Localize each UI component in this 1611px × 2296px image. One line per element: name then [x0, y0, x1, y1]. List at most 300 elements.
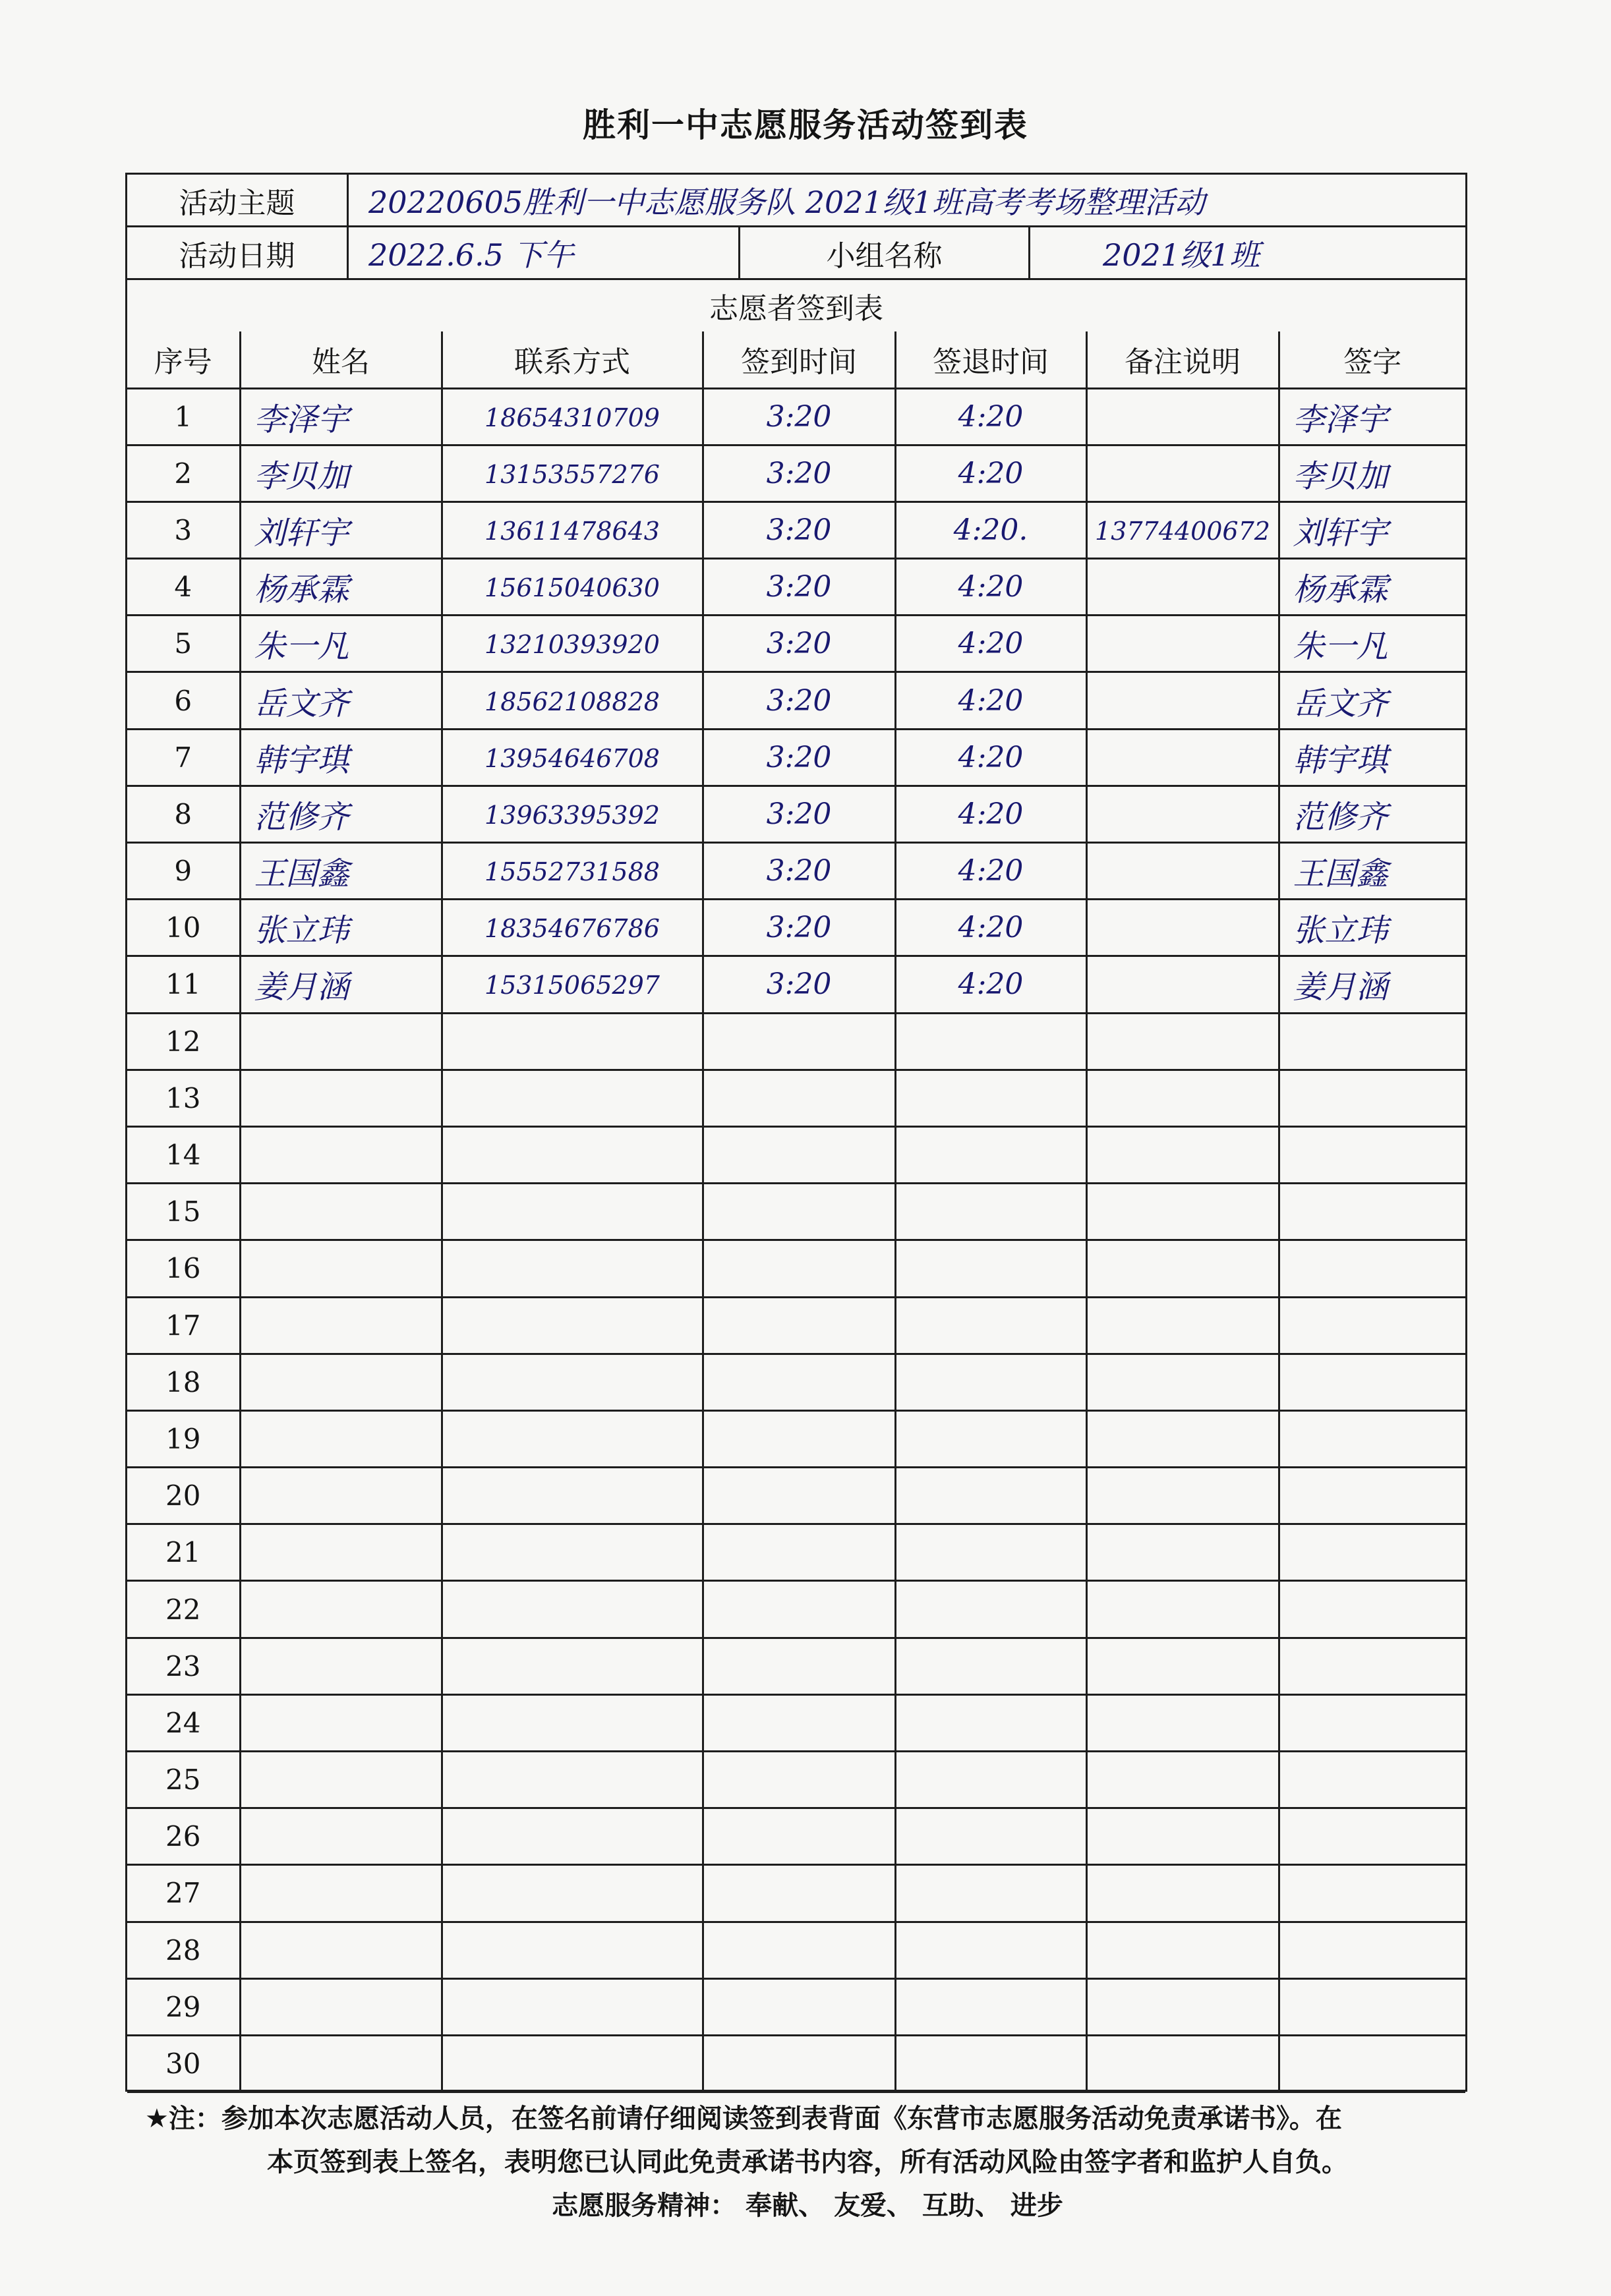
note-text-cell	[1086, 729, 1279, 786]
signout-time-cell	[895, 1524, 1086, 1581]
table-row	[127, 1752, 1465, 1808]
signout-time-cell	[895, 900, 1086, 956]
page-title: 胜利一中志愿服务活动签到表	[583, 106, 1028, 144]
signout-time-cell	[895, 445, 1086, 502]
signout-time-cell	[895, 616, 1086, 672]
row-number-cell: 19	[127, 1410, 240, 1467]
volunteer-name: 王国鑫	[254, 855, 349, 893]
signature-cell	[1279, 445, 1465, 502]
volunteer-name: 朱一凡	[254, 628, 349, 666]
note-text-cell	[1086, 1865, 1279, 1922]
signout-time-cell	[895, 843, 1086, 900]
table-row	[127, 1184, 1465, 1240]
volunteer-name: 岳文齐	[254, 685, 349, 722]
volunteer-name: 姜月涵	[254, 969, 349, 1006]
volunteer-name: 杨承霖	[254, 571, 349, 609]
volunteer-name: 韩宇琪	[254, 741, 349, 779]
volunteer-name-cell	[240, 559, 442, 616]
note-text-cell	[1086, 1808, 1279, 1865]
signout-time-cell	[895, 729, 1086, 786]
volunteer-name-cell	[240, 502, 442, 558]
table-row	[127, 2035, 1465, 2092]
row-number-cell: 4	[127, 559, 240, 616]
signin-time-cell	[703, 843, 895, 900]
theme-value: 20220605胜利一中志愿服务队 2021级1班高考考场整理活动	[368, 184, 1206, 220]
volunteer-name-cell	[240, 729, 442, 786]
table-row	[127, 1468, 1465, 1524]
table-row	[127, 843, 1465, 900]
row-number-cell: 30	[127, 2035, 240, 2092]
signin-time-cell	[703, 1581, 895, 1638]
signature-cell	[1279, 786, 1465, 842]
signout-time-cell	[895, 956, 1086, 1013]
note-text-cell	[1086, 445, 1279, 502]
row-number-cell: 20	[127, 1468, 240, 1524]
row-number-cell: 21	[127, 1524, 240, 1581]
phone-number: 15552731588	[484, 857, 660, 887]
note-text-cell	[1086, 1184, 1279, 1240]
note-text-cell	[1086, 1752, 1279, 1808]
note-text-cell	[1086, 900, 1279, 956]
signin-time-cell	[703, 1865, 895, 1922]
table-row	[127, 616, 1465, 672]
phone-number-cell	[442, 956, 703, 1013]
signin-time-cell	[703, 1638, 895, 1694]
table-row	[127, 1354, 1465, 1410]
volunteer-name-cell	[240, 616, 442, 672]
col-header-phone: 联系方式	[442, 331, 703, 388]
signout-time: 4:20	[958, 740, 1024, 774]
signature: 张立玮	[1293, 912, 1388, 950]
note-text-cell	[1086, 388, 1279, 445]
signin-time-cell	[703, 502, 895, 558]
group-value: 2021级1班	[1103, 237, 1260, 273]
signin-time-cell	[703, 1808, 895, 1865]
phone-number-cell	[442, 1865, 703, 1922]
signout-time-cell	[895, 2035, 1086, 2092]
signature-cell	[1279, 1184, 1465, 1240]
signout-time-cell	[895, 1865, 1086, 1922]
volunteer-name: 刘轩宇	[254, 514, 349, 552]
table-row	[127, 1297, 1465, 1354]
note-text-cell	[1086, 502, 1279, 558]
signin-time-cell	[703, 729, 895, 786]
note-text-cell	[1086, 1638, 1279, 1694]
table-row	[127, 1694, 1465, 1751]
note-text-cell	[1086, 1978, 1279, 2035]
volunteer-name-cell	[240, 1013, 442, 1070]
row-number-cell: 6	[127, 672, 240, 729]
note-text-cell	[1086, 1581, 1279, 1638]
note-text-cell	[1086, 1013, 1279, 1070]
signature-cell	[1279, 1126, 1465, 1183]
signature-cell	[1279, 502, 1465, 558]
signin-time: 3:20	[766, 797, 832, 831]
signout-time-cell	[895, 1638, 1086, 1694]
signature-cell	[1279, 1694, 1465, 1751]
volunteer-name-cell	[240, 1410, 442, 1467]
volunteer-name-cell	[240, 843, 442, 900]
note-text-cell	[1086, 1410, 1279, 1467]
row-number-cell: 13	[127, 1070, 240, 1126]
volunteer-name-cell	[240, 900, 442, 956]
row-number-cell: 24	[127, 1694, 240, 1751]
signout-time: 4:20.	[953, 513, 1028, 547]
row-number-cell: 28	[127, 1922, 240, 1978]
signout-time-cell	[895, 502, 1086, 558]
note-text: 13774400672	[1095, 516, 1270, 546]
signout-time-cell	[895, 1184, 1086, 1240]
phone-number-cell	[442, 1694, 703, 1751]
signature: 杨承霖	[1293, 571, 1388, 609]
section-title: 志愿者签到表	[709, 292, 883, 326]
note-text-cell	[1086, 1922, 1279, 1978]
row-number-cell: 7	[127, 729, 240, 786]
signout-time-cell	[895, 1752, 1086, 1808]
note-text-cell	[1086, 956, 1279, 1013]
signin-time-cell	[703, 1297, 895, 1354]
signout-time: 4:20	[958, 456, 1024, 490]
signin-time-cell	[703, 672, 895, 729]
table-row	[127, 1524, 1465, 1581]
col-header-no: 序号	[127, 331, 240, 388]
phone-number-cell	[442, 445, 703, 502]
row-number-cell: 12	[127, 1013, 240, 1070]
signout-time: 4:20	[958, 683, 1024, 718]
row-number-cell: 17	[127, 1297, 240, 1354]
table-row	[127, 445, 1465, 502]
volunteer-name-cell	[240, 1354, 442, 1410]
row-number-cell: 10	[127, 900, 240, 956]
signature: 王国鑫	[1293, 855, 1388, 893]
phone-number: 18354676786	[484, 914, 660, 944]
signature-cell	[1279, 900, 1465, 956]
signout-time-cell	[895, 1694, 1086, 1751]
signout-time: 4:20	[958, 627, 1024, 661]
signin-time-cell	[703, 1468, 895, 1524]
signin-time: 3:20	[766, 740, 832, 774]
row-number-cell: 1	[127, 388, 240, 445]
signin-time: 3:20	[766, 513, 832, 547]
signature-cell	[1279, 1013, 1465, 1070]
signature-cell	[1279, 1468, 1465, 1524]
signin-time: 3:20	[766, 456, 832, 490]
signout-time-cell	[895, 1922, 1086, 1978]
phone-number: 13954646708	[484, 743, 660, 773]
phone-number-cell	[442, 1354, 703, 1410]
row-number-cell: 29	[127, 1978, 240, 2035]
table-row	[127, 1013, 1465, 1070]
note-text-cell	[1086, 2035, 1279, 2092]
volunteer-name: 李泽宇	[254, 401, 349, 438]
note-text-cell	[1086, 1694, 1279, 1751]
theme-value-cell	[349, 175, 1465, 225]
table-row	[127, 502, 1465, 558]
volunteer-name-cell	[240, 1922, 442, 1978]
phone-number: 13963395392	[484, 800, 660, 830]
signout-time-cell	[895, 559, 1086, 616]
signature: 韩宇琪	[1293, 741, 1388, 779]
row-number-cell: 25	[127, 1752, 240, 1808]
signature-cell	[1279, 843, 1465, 900]
signin-time: 3:20	[766, 854, 832, 888]
volunteer-name-cell	[240, 1752, 442, 1808]
signature-cell	[1279, 1808, 1465, 1865]
signout-time-cell	[895, 786, 1086, 842]
date-label: 活动日期	[127, 227, 349, 278]
phone-number-cell	[442, 672, 703, 729]
row-number-cell: 22	[127, 1581, 240, 1638]
signature-cell	[1279, 1240, 1465, 1297]
col-header-signout-time: 签退时间	[895, 331, 1086, 388]
note-text-cell	[1086, 1524, 1279, 1581]
signout-time: 4:20	[958, 967, 1024, 1002]
signout-time-cell	[895, 1808, 1086, 1865]
phone-number-cell	[442, 1638, 703, 1694]
row-number-cell: 3	[127, 502, 240, 558]
phone-number-cell	[442, 1126, 703, 1183]
row-number-cell: 23	[127, 1638, 240, 1694]
signature-cell	[1279, 672, 1465, 729]
table-row	[127, 672, 1465, 729]
signout-time: 4:20	[958, 911, 1024, 945]
note-text-cell	[1086, 1070, 1279, 1126]
signin-time-cell	[703, 956, 895, 1013]
signin-time-cell	[703, 1354, 895, 1410]
phone-number-cell	[442, 1184, 703, 1240]
phone-number-cell	[442, 559, 703, 616]
signature-cell	[1279, 1638, 1465, 1694]
row-number-cell: 26	[127, 1808, 240, 1865]
signout-time-cell	[895, 388, 1086, 445]
volunteer-name-cell	[240, 1126, 442, 1183]
volunteer-name-cell	[240, 1638, 442, 1694]
signin-time-cell	[703, 616, 895, 672]
table-row	[127, 559, 1465, 616]
signout-time-cell	[895, 1126, 1086, 1183]
signin-time-cell	[703, 1126, 895, 1183]
table-row	[127, 1240, 1465, 1297]
signin-time: 3:20	[766, 399, 832, 434]
table-row	[127, 729, 1465, 786]
signin-time-cell	[703, 1694, 895, 1751]
table-row	[127, 1126, 1465, 1183]
volunteer-name-cell	[240, 388, 442, 445]
table-row	[127, 1808, 1465, 1865]
volunteer-name-cell	[240, 1808, 442, 1865]
col-header-signature: 签字	[1279, 331, 1465, 388]
signature: 李贝加	[1293, 457, 1388, 495]
phone-number-cell	[442, 1524, 703, 1581]
phone-number-cell	[442, 1978, 703, 2035]
table-row	[127, 1410, 1465, 1467]
note-text-cell	[1086, 616, 1279, 672]
signin-time: 3:20	[766, 627, 832, 661]
phone-number: 13611478643	[484, 516, 660, 546]
note-text-cell	[1086, 1240, 1279, 1297]
table-row	[127, 1922, 1465, 1978]
signin-time-cell	[703, 1752, 895, 1808]
table-row	[127, 786, 1465, 842]
row-number-cell: 2	[127, 445, 240, 502]
phone-number: 18654310709	[484, 403, 660, 432]
signin-sheet	[125, 173, 1467, 2092]
signout-time-cell	[895, 672, 1086, 729]
signin-time: 3:20	[766, 683, 832, 718]
table-row	[127, 388, 1465, 445]
table-row	[127, 1865, 1465, 1922]
signout-time-cell	[895, 1978, 1086, 2035]
phone-number-cell	[442, 1410, 703, 1467]
table-row	[127, 1581, 1465, 1638]
volunteer-name: 张立玮	[254, 912, 349, 950]
volunteer-name: 李贝加	[254, 457, 349, 495]
signature: 岳文齐	[1293, 685, 1388, 722]
volunteer-name-cell	[240, 1978, 442, 2035]
volunteer-name-cell	[240, 1184, 442, 1240]
volunteer-name-cell	[240, 1070, 442, 1126]
phone-number-cell	[442, 388, 703, 445]
table-row	[127, 1978, 1465, 2035]
signin-time-cell	[703, 900, 895, 956]
signin-time-cell	[703, 445, 895, 502]
volunteer-name-cell	[240, 1865, 442, 1922]
note-text-cell	[1086, 1468, 1279, 1524]
row-number-cell: 27	[127, 1865, 240, 1922]
table-row	[127, 900, 1465, 956]
group-label: 小组名称	[740, 227, 1030, 278]
phone-number-cell	[442, 2035, 703, 2092]
phone-number-cell	[442, 1013, 703, 1070]
table-row	[127, 1070, 1465, 1126]
signature-cell	[1279, 1070, 1465, 1126]
volunteer-table	[127, 331, 1465, 2093]
signout-time-cell	[895, 1410, 1086, 1467]
signout-time: 4:20	[958, 854, 1024, 888]
phone-number: 18562108828	[484, 687, 660, 716]
phone-number: 13210393920	[484, 630, 660, 660]
col-header-note: 备注说明	[1086, 331, 1279, 388]
signature-cell	[1279, 1581, 1465, 1638]
note-text-cell	[1086, 786, 1279, 842]
signout-time: 4:20	[958, 570, 1024, 604]
volunteer-name-cell	[240, 1524, 442, 1581]
signout-time: 4:20	[958, 797, 1024, 831]
phone-number-cell	[442, 1752, 703, 1808]
theme-row	[127, 175, 1465, 227]
date-value-cell	[349, 227, 740, 278]
col-header-name: 姓名	[240, 331, 442, 388]
volunteer-name-cell	[240, 1694, 442, 1751]
phone-number-cell	[442, 1468, 703, 1524]
volunteer-name-cell	[240, 1297, 442, 1354]
phone-number-cell	[442, 786, 703, 842]
phone-number-cell	[442, 616, 703, 672]
phone-number: 15315065297	[484, 971, 660, 1000]
phone-number: 15615040630	[484, 573, 660, 603]
signature-cell	[1279, 559, 1465, 616]
volunteer-name-cell	[240, 2035, 442, 2092]
phone-number-cell	[442, 843, 703, 900]
phone-number-cell	[442, 1581, 703, 1638]
row-number-cell: 18	[127, 1354, 240, 1410]
signin-time-cell	[703, 1070, 895, 1126]
row-number-cell: 11	[127, 956, 240, 1013]
signin-time-cell	[703, 1524, 895, 1581]
table-row	[127, 1638, 1465, 1694]
volunteer-name-cell	[240, 786, 442, 842]
signature-cell	[1279, 388, 1465, 445]
signin-time-cell	[703, 559, 895, 616]
signature-cell	[1279, 1978, 1465, 2035]
signin-time-cell	[703, 786, 895, 842]
signout-time-cell	[895, 1013, 1086, 1070]
volunteer-name-cell	[240, 672, 442, 729]
phone-number-cell	[442, 502, 703, 558]
row-number-cell: 5	[127, 616, 240, 672]
signout-time-cell	[895, 1468, 1086, 1524]
signature-cell	[1279, 1354, 1465, 1410]
phone-number-cell	[442, 1070, 703, 1126]
signature-cell	[1279, 1297, 1465, 1354]
phone-number-cell	[442, 729, 703, 786]
footer-notes	[145, 2097, 1470, 2227]
signature: 李泽宇	[1293, 401, 1388, 438]
volunteer-name-cell	[240, 956, 442, 1013]
signin-time-cell	[703, 1410, 895, 1467]
signin-time: 3:20	[766, 911, 832, 945]
signature: 姜月涵	[1293, 969, 1388, 1006]
phone-number-cell	[442, 1808, 703, 1865]
signature: 刘轩宇	[1293, 514, 1388, 552]
phone-number-cell	[442, 1240, 703, 1297]
signout-time: 4:20	[958, 399, 1024, 434]
date-value: 2022.6.5 下午	[368, 237, 574, 273]
volunteer-name: 范修齐	[254, 798, 349, 836]
note-text-cell	[1086, 1354, 1279, 1410]
phone-number: 13153557276	[484, 459, 660, 489]
signature-cell	[1279, 2035, 1465, 2092]
signin-time-cell	[703, 1013, 895, 1070]
signature-cell	[1279, 956, 1465, 1013]
row-number-cell: 14	[127, 1126, 240, 1183]
signin-time-cell	[703, 2035, 895, 2092]
table-header-row	[127, 331, 1465, 388]
volunteer-spirit: 志愿服务精神： 奉献、 友爱、 互助、 进步	[552, 2191, 1063, 2221]
signature-cell	[1279, 1410, 1465, 1467]
phone-number-cell	[442, 1922, 703, 1978]
signature-cell	[1279, 729, 1465, 786]
signout-time-cell	[895, 1354, 1086, 1410]
table-row	[127, 956, 1465, 1013]
signin-time-cell	[703, 388, 895, 445]
signin-time-cell	[703, 1240, 895, 1297]
signature-cell	[1279, 616, 1465, 672]
volunteer-name-cell	[240, 1468, 442, 1524]
group-value-cell	[1030, 227, 1465, 278]
row-number-cell: 16	[127, 1240, 240, 1297]
note-text-cell	[1086, 672, 1279, 729]
volunteer-name-cell	[240, 445, 442, 502]
note-text-cell	[1086, 843, 1279, 900]
volunteer-name-cell	[240, 1240, 442, 1297]
signout-time-cell	[895, 1297, 1086, 1354]
signin-time-cell	[703, 1922, 895, 1978]
signature-cell	[1279, 1524, 1465, 1581]
row-number-cell: 9	[127, 843, 240, 900]
phone-number-cell	[442, 1297, 703, 1354]
signature-cell	[1279, 1752, 1465, 1808]
